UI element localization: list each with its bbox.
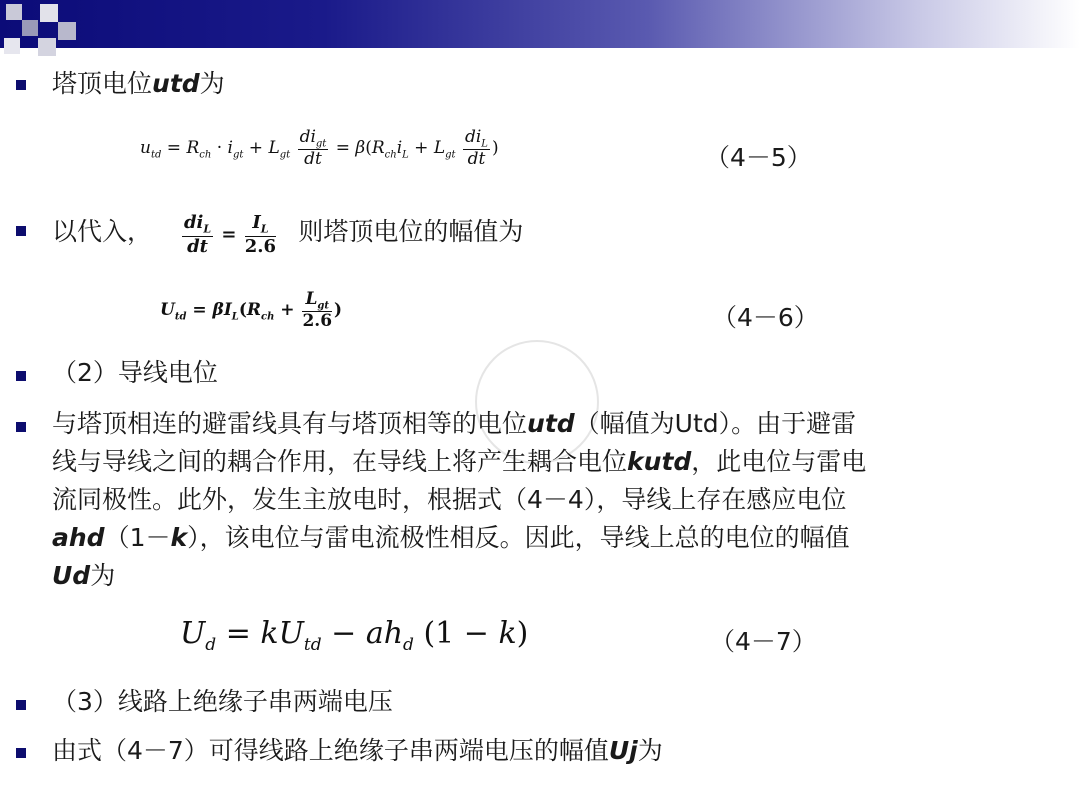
bullet-6-text: 由式（4－7）可得线路上绝缘子串两端电压的幅值Uj为 xyxy=(52,736,663,765)
equation-number-4-7: （4－7） xyxy=(710,627,817,656)
bullet-marker xyxy=(16,226,26,236)
header-gradient-bar xyxy=(0,0,1080,48)
bullet-4-paragraph: 与塔顶相连的避雷线具有与塔顶相等的电位utd（幅值为Utd）。由于避雷 线与导线之间的耦合作用，在导线上将产生耦合电位kutd，此电位与雷电 流同极性。此外，发生主放电时，根据式（4－4），导线上存在感应电位 ahd（1－k），该电位与雷电流极性相反。因此，导线上总的电位的幅值 Ud为 xyxy=(52,409,867,590)
bullet-2-text: 以代入， $\frac{di_L}{dt}$ = $\frac{I_L}{2.6}$ 则塔顶电位的幅值为 xyxy=(52,212,524,257)
inline-equation-substitution: $\frac{di_L}{dt}$ = $\frac{I_L}{2.6}$ xyxy=(183,212,277,257)
bullet-marker xyxy=(16,80,26,90)
equation-number-4-5: （4－5） xyxy=(705,143,812,172)
bullet-marker xyxy=(16,371,26,381)
equation-number-4-6: （4－6） xyxy=(712,303,819,332)
equation-4-6: $U_{td} = \beta I_L(R_{ch}$ + $\frac{L_{gt}}{2.6}$ ) xyxy=(160,289,343,332)
bullet-5-text: （3）线路上绝缘子串两端电压 xyxy=(52,687,393,716)
equation-4-7: $U_d = kU_{td} - ah_d$ (1 − k) xyxy=(180,616,529,655)
bullet-marker xyxy=(16,700,26,710)
decorative-squares xyxy=(0,0,90,64)
bullet-1-text: 塔顶电位utd为 xyxy=(52,69,225,98)
equation-4-5: $u_{td} = R_{ch} \cdot i_{gt} + L_{gt}$ $\frac{di_{gt}}{dt}$ = $\beta(R_{ch}i_L + L_{gt}$ $\frac{di_L}{dt}$ ) xyxy=(140,127,499,170)
bullet-marker xyxy=(16,748,26,758)
bullet-3-text: （2）导线电位 xyxy=(52,358,218,387)
bullet-marker xyxy=(16,422,26,432)
